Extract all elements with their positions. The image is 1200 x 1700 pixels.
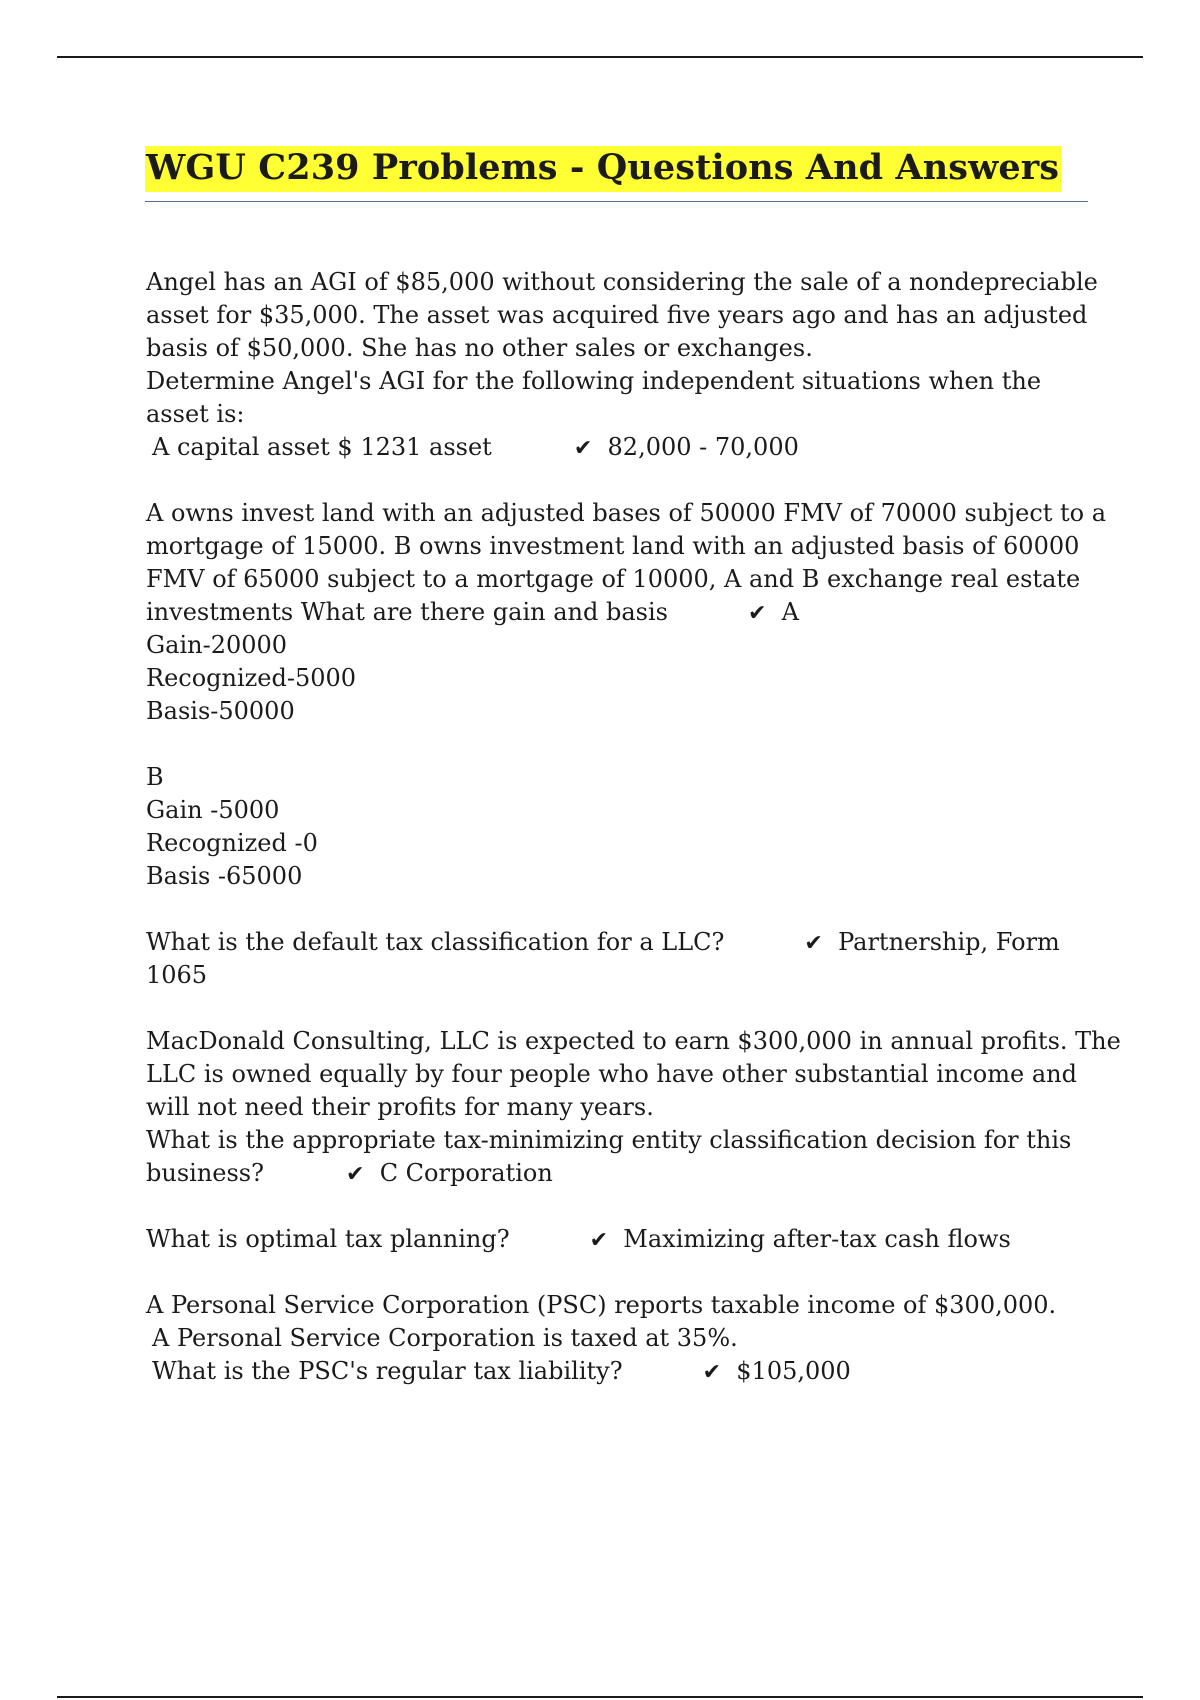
question-2-line-3: FMV of 65000 subject to a mortgage of 10000, A and B exchange real estate: [146, 565, 1081, 593]
question-2: [146, 497, 1107, 893]
question-2-b-recognized: Recognized -0: [146, 829, 318, 857]
question-3-answer-part-2: 1065: [146, 961, 208, 989]
check-mark-icon: ✔: [747, 601, 767, 626]
check-mark-icon: ✔: [804, 931, 823, 956]
question-2-b-gain: Gain -5000: [146, 796, 280, 824]
question-4-answer: C Corporation: [379, 1159, 553, 1187]
question-2-a-gain: Gain-20000: [146, 631, 288, 659]
question-2-question: investments What are there gain and basis: [146, 598, 668, 626]
question-6-line-1: A Personal Service Corporation (PSC) reports taxable income of $300,000.: [146, 1291, 1057, 1319]
check-mark-icon: ✔: [573, 436, 593, 461]
question-4-line-2: LLC is owned equally by four people who have other substantial income and: [146, 1060, 1077, 1088]
question-1-item: A capital asset $ 1231 asset: [152, 433, 492, 461]
question-4-question-end: business?: [146, 1159, 264, 1187]
question-2-line-4: [146, 596, 1096, 629]
question-5: [146, 1223, 1096, 1256]
question-6-line-2: A Personal Service Corporation is taxed at 35%.: [152, 1324, 738, 1352]
question-2-a-recognized: Recognized-5000: [146, 664, 357, 692]
question-1-answer-line: [146, 431, 1096, 464]
document-title: WGU C239 Problems - Questions And Answers: [145, 146, 1061, 192]
question-2-line-1: A owns invest land with an adjusted bases of 50000 FMV of 70000 subject to a: [146, 499, 1107, 527]
question-1-line-2: asset for $35,000. The asset was acquired five years ago and has an adjusted: [146, 301, 1088, 329]
question-4-line-1: MacDonald Consulting, LLC is expected to earn $300,000 in annual profits. The: [146, 1027, 1121, 1055]
question-2-b-basis: Basis -65000: [146, 862, 303, 890]
question-4-line-3: will not need their profits for many years.: [146, 1093, 654, 1121]
question-6-question: What is the PSC's regular tax liability?: [152, 1357, 623, 1385]
page-top-rule: [57, 56, 1143, 58]
check-mark-icon: ✔: [345, 1162, 365, 1187]
question-5-line: [146, 1223, 1096, 1256]
question-6: [146, 1289, 1096, 1388]
question-2-b-label: B: [146, 763, 164, 791]
question-4: [146, 1025, 1121, 1190]
question-5-answer: Maximizing after-tax cash flows: [623, 1225, 1011, 1253]
document-body: [146, 266, 1121, 1388]
question-1-answer: 82,000 - 70,000: [607, 433, 799, 461]
question-4-line-5: [146, 1157, 1096, 1190]
question-6-line-3: [146, 1355, 1096, 1388]
question-4-line-4: What is the appropriate tax-minimizing entity classification decision for this: [146, 1126, 1072, 1154]
question-1-line-5: asset is:: [146, 400, 245, 428]
question-5-question: What is optimal tax planning?: [146, 1225, 510, 1253]
question-3-answer-part-1: Partnership, Form: [838, 928, 1060, 956]
check-mark-icon: ✔: [589, 1228, 609, 1253]
question-1: [146, 266, 1096, 464]
question-1-line-3: basis of $50,000. She has no other sales or exchanges.: [146, 334, 813, 362]
question-3-line-1: [146, 926, 1096, 959]
question-2-line-2: mortgage of 15000. B owns investment land with an adjusted basis of 60000: [146, 532, 1080, 560]
question-1-line-1: Angel has an AGI of $85,000 without considering the sale of a nondepreciable: [146, 268, 1098, 296]
question-3-question: What is the default tax classification for a LLC?: [146, 928, 725, 956]
question-6-answer: $105,000: [736, 1357, 851, 1385]
page-bottom-rule: [57, 1696, 1143, 1698]
title-block: [145, 146, 1088, 202]
question-3: [146, 926, 1096, 992]
question-2-a-basis: Basis-50000: [146, 697, 295, 725]
check-mark-icon: ✔: [702, 1360, 722, 1385]
question-2-answer-a-label: A: [781, 598, 800, 626]
question-1-line-4: Determine Angel's AGI for the following independent situations when the: [146, 367, 1042, 395]
